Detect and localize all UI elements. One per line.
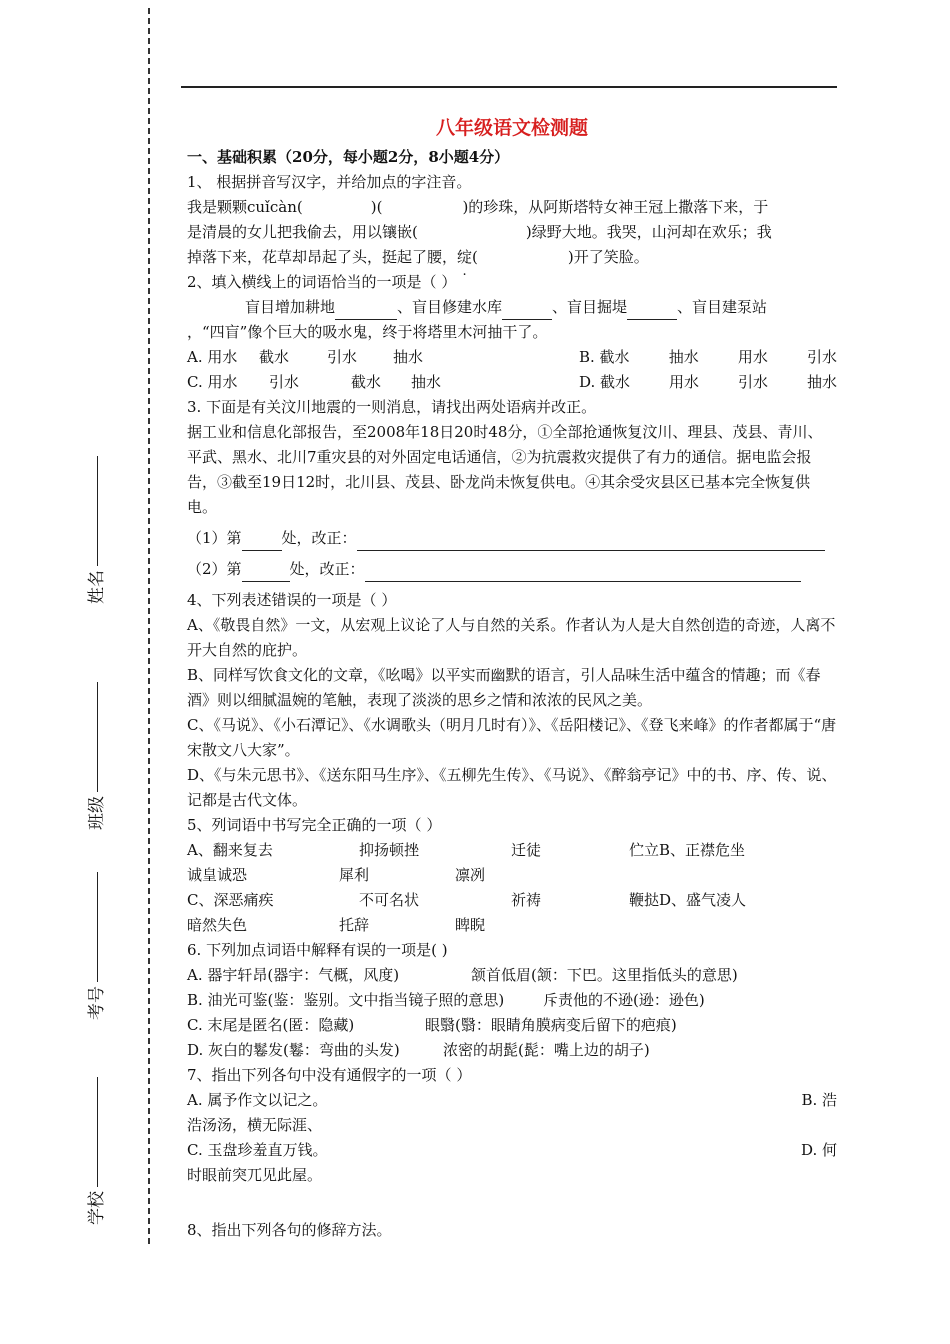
exam-content (187, 110, 837, 1243)
q4-stem: 4、下列表述错误的一项是（ ） (187, 591, 397, 609)
q2-blank-1[interactable] (335, 301, 397, 320)
q3-blank-pos-1[interactable] (242, 532, 282, 551)
class-label: 班级 (87, 796, 107, 830)
q3-answer-2: （2）第 处，改正： (187, 557, 837, 582)
school-blank[interactable] (97, 1077, 98, 1187)
q5-row: A、翻来复去 抑扬顿挫 迁徒 伫立B、正襟危坐 (187, 841, 746, 859)
q2-stem: 2、填入横线上的词语恰当的一项是（ ） (187, 273, 457, 291)
margin-school-field (82, 1077, 107, 1225)
q1-line2: 是清晨的女儿把我偷去，用以镶嵌( )绿野大地。我哭，山河却在欢乐；我 (187, 223, 772, 241)
margin-exam-no-field (82, 872, 107, 1020)
exam-number-blank[interactable] (97, 872, 98, 982)
q1-line3: 掉落下来，花草却昂起了头，挺起了腰，绽( )开了笑脸。 (187, 245, 837, 270)
q4-option-a: A、《敬畏自然》一文，从宏观上议论了人与自然的关系。作者认为人是大自然创造的奇迹，人离不开大自然的庇护。 (187, 616, 836, 659)
section-heading: 一、基础积累（20分，每小题2分，8小题4分） (187, 148, 510, 166)
q6-stem: 6. 下列加点词语中解释有误的一项是( ) (187, 941, 448, 959)
q2-options-row-1: A. 用水 截水 引水 抽水 B. 截水 抽水 用水 引水 (187, 348, 837, 366)
class-blank[interactable] (97, 682, 98, 792)
q7-row-ab: A. 属予作文以记之。 B. 浩 (187, 1091, 837, 1109)
school-label: 学校 (87, 1191, 107, 1225)
q5-row: 暗然失色 托辞 睥睨 (187, 916, 486, 934)
q4-option-c: C、《马说》、《小石潭记》、《水调歌头（明月几时有）》、《岳阳楼记》、《登飞来峰》的作者都属于“唐宋散文八大家”。 (187, 716, 837, 759)
exam-number-label: 考号 (87, 986, 107, 1020)
q1-line1: 我是颗颗cuǐcàn( )( )的珍珠，从阿斯塔特女神王冠上撒落下来，于 (187, 198, 769, 216)
binding-dashed-line (148, 8, 150, 1244)
name-blank[interactable] (97, 456, 98, 566)
q2-body-end: ，“四盲”像个巨大的吸水鬼，终于将塔里木河抽干了。 (187, 323, 548, 341)
q5-stem: 5、列词语中书写完全正确的一项（ ） (187, 816, 442, 834)
margin-class-field (82, 682, 107, 830)
q3-blank-fix-1[interactable] (357, 532, 825, 551)
q2-options-row-2: C. 用水 引水 截水 抽水 D. 截水 用水 引水 抽水 (187, 373, 837, 391)
q2-body: 盲目增加耕地 、盲目修建水库 、盲目掘堤 、盲目建泵站 (187, 295, 837, 320)
q3-answer-1: （1）第 处，改正： (187, 526, 837, 551)
q3-blank-fix-2[interactable] (365, 563, 801, 582)
q2-blank-2[interactable] (502, 301, 552, 320)
name-label: 姓名 (87, 570, 107, 604)
q7-stem: 7、指出下列各句中没有通假字的一项（ ） (187, 1066, 472, 1084)
q7-row-cd: C. 玉盘珍羞直万钱。 D. 何 (187, 1141, 837, 1159)
q3-blank-pos-2[interactable] (242, 563, 290, 582)
q4-option-d: D、《与朱元思书》、《送东阳马生序》、《五柳先生传》、《马说》、《醉翁亭记》中的书、序、传、说、记都是古代文体。 (187, 766, 837, 809)
margin-name-field (82, 456, 107, 604)
header-rule (181, 86, 837, 88)
q3-body: 据工业和信息化部报告，至2008年18日20时48分，①全部抢通恢复汶川、理县、茂县、青川、平武、黑水、北川7重灾县的对外固定电话通信，②为抗震救灾提供了有力的通信。据电监会报告，③截至19日12时，北川县、茂县、卧龙尚未恢复供电。④其余受灾县区已基本完全恢复供电。 (187, 423, 823, 516)
q6-row: B. 油光可鉴(鉴：鉴别。文中指当镜子照的意思) 斥责他的不逊(逊：逊色) (187, 991, 705, 1009)
q6-row: A. 器宇轩昂(器宇：气概，风度) 颔首低眉(颔：下巴。这里指低头的意思) (187, 966, 738, 984)
q6-row: C. 末尾是匿名(匿：隐藏) 眼翳(翳：眼睛角膜病变后留下的疤痕) (187, 1016, 677, 1034)
q6-row: D. 灰白的鬈发(鬈：弯曲的头发) 浓密的胡髭(髭：嘴上边的胡子) (187, 1041, 650, 1059)
dotted-char: 绽 (457, 248, 473, 266)
q2-blank-3[interactable] (627, 301, 677, 320)
q1-stem: 1、 根据拼音写汉字，并给加点的字注音。 (187, 173, 472, 191)
q8-stem: 8、指出下列各句的修辞方法。 (187, 1221, 392, 1239)
q7-b-cont: 浩汤汤，横无际涯、 (187, 1116, 323, 1134)
q4-option-b: B、同样写饮食文化的文章，《吆喝》以平实而幽默的语言，引人品味生活中蕴含的情趣；而《春酒》则以细腻温婉的笔触，表现了淡淡的思乡之情和浓浓的民风之美。 (187, 666, 821, 709)
q5-row: 诚皇诚恐 犀利 凛冽 (187, 866, 486, 884)
q7-d-cont: 时眼前突兀见此屋。 (187, 1166, 323, 1184)
page-title: 八年级语文检测题 (435, 117, 588, 139)
q3-stem: 3. 下面是有关汶川地震的一则消息，请找出两处语病并改正。 (187, 398, 597, 416)
q5-row: C、深恶痛疾 不可名状 祈祷 鞭挞D、盛气凌人 (187, 891, 747, 909)
